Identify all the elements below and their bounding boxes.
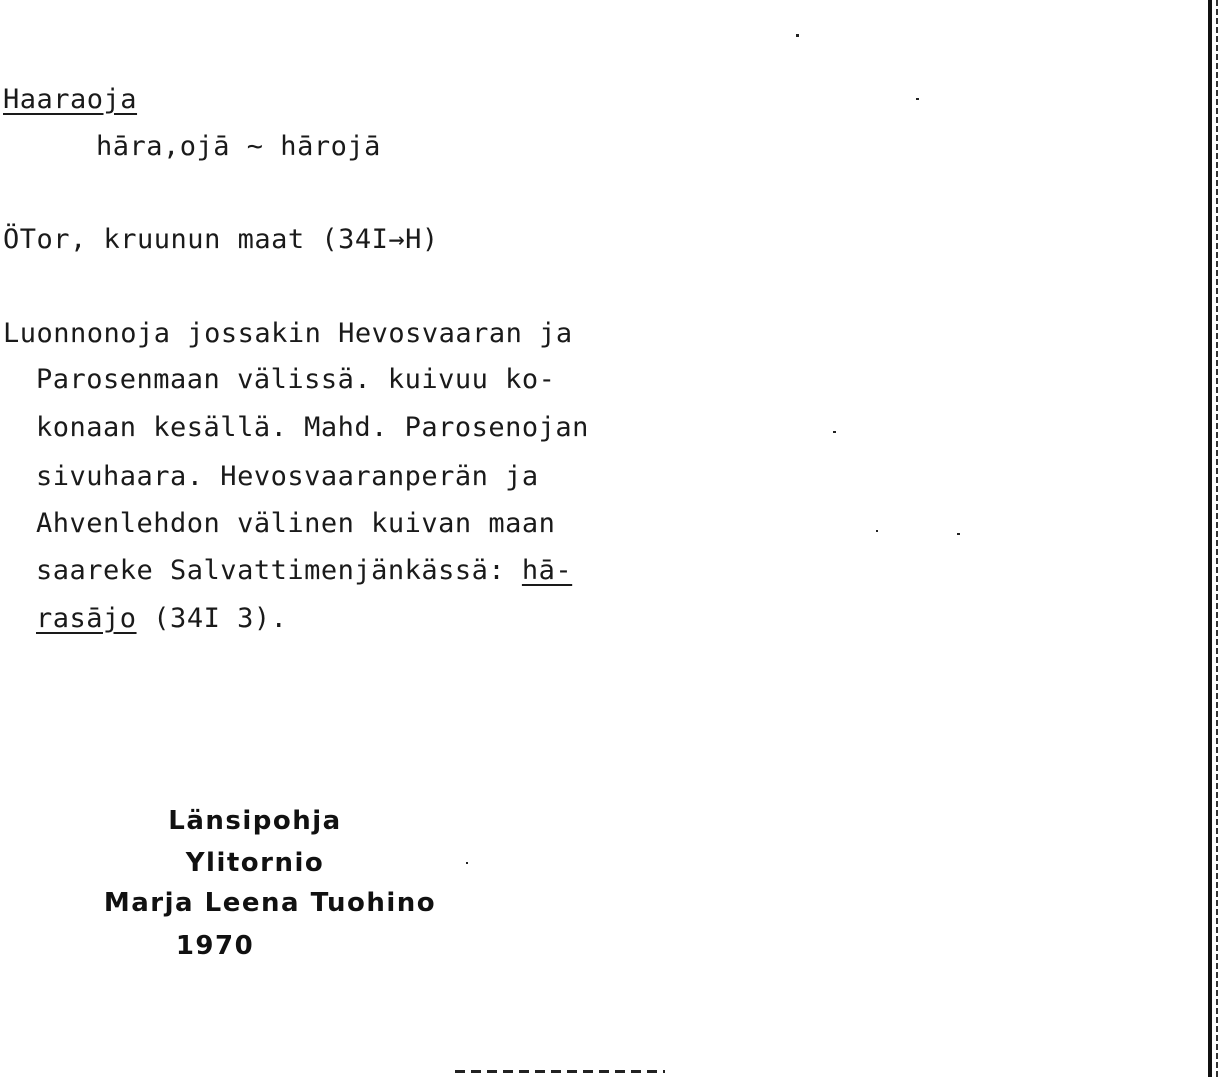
description-line <box>36 557 572 584</box>
pronunciation: hāra,ojā ~ hārojā <box>96 131 381 162</box>
source-reference: ÖTor, kruunun maat (34I→H) <box>3 224 439 255</box>
stamp-collector: Marja Leena Tuohino <box>103 888 437 918</box>
stamp-region: Länsipohja <box>168 806 342 836</box>
description-line: Ahvenlehdon välinen kuivan maan <box>36 508 556 539</box>
place-term: rasājo <box>36 603 137 634</box>
description-text: (34I 3). <box>136 603 288 634</box>
scan-speck <box>957 533 960 535</box>
description-line: sivuhaara. Hevosvaaranperän ja <box>36 461 539 492</box>
card-edge-dashes <box>1216 0 1218 1077</box>
description-line: konaan kesällä. Mahd. Parosenojan <box>36 412 589 443</box>
scan-speck <box>796 34 799 37</box>
description-line: Luonnonoja jossakin Hevosvaaran ja <box>3 318 573 349</box>
stamp-parish: Ylitornio <box>185 848 325 878</box>
card-edge-line <box>1208 0 1212 1077</box>
description-line: Parosenmaan välissä. kuivuu ko- <box>36 364 556 395</box>
scan-speck <box>466 862 468 864</box>
headword: Haaraoja <box>3 84 138 115</box>
scan-speck <box>833 431 836 433</box>
place-term: hā- <box>521 555 573 586</box>
scan-speck <box>916 98 919 100</box>
description-text: saareke Salvattimenjänkässä: <box>36 555 522 586</box>
scan-speck <box>876 530 878 532</box>
stamp-year: 1970 <box>175 931 255 961</box>
scan-speck <box>455 1070 665 1073</box>
description-line <box>36 605 287 632</box>
